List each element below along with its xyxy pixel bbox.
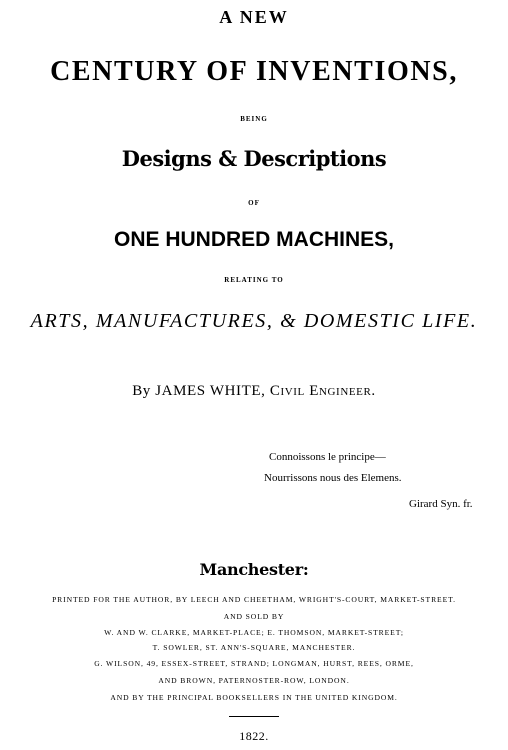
imprint-line: W. AND W. CLARKE, MARKET-PLACE; E. THOMSON, MARKET-STREET; xyxy=(104,628,404,637)
epigraph-line-1: Connoissons le principe— xyxy=(269,451,386,463)
imprint-place: Manchester: xyxy=(199,560,309,579)
subtitle-being: BEING xyxy=(240,115,268,123)
title-main: CENTURY OF INVENTIONS, xyxy=(50,56,458,87)
epigraph-attribution: Girard Syn. fr. xyxy=(409,498,473,510)
divider-rule xyxy=(229,716,279,717)
imprint-line: AND SOLD BY xyxy=(223,612,285,621)
author-role: Civil Engineer. xyxy=(269,383,376,399)
subtitle-of: OF xyxy=(248,199,260,207)
imprint-line: PRINTED FOR THE AUTHOR, BY LEECH AND CHEETHAM, WRIGHT'S-COURT, MARKET-STREET. xyxy=(52,595,456,604)
author-name: By JAMES WHITE, xyxy=(132,383,266,399)
imprint-line: T. SOWLER, ST. ANN'S-SQUARE, MANCHESTER. xyxy=(152,643,356,652)
imprint-line: AND BY THE PRINCIPAL BOOKSELLERS IN THE UNITED KINGDOM. xyxy=(110,693,398,702)
subtitle-relating: RELATING TO xyxy=(224,276,284,284)
publication-year: 1822. xyxy=(239,729,269,743)
imprint-line: G. WILSON, 49, ESSEX-STREET, STRAND; LONGMAN, HURST, REES, ORME, xyxy=(94,659,414,668)
author-line xyxy=(0,383,508,400)
subtitle-machines: ONE HUNDRED MACHINES, xyxy=(113,228,394,251)
imprint-line: AND BROWN, PATERNOSTER-ROW, LONDON. xyxy=(158,676,350,685)
subtitle-arts: ARTS, MANUFACTURES, & DOMESTIC LIFE. xyxy=(30,310,478,332)
title-a-new: A NEW xyxy=(219,7,289,27)
epigraph-line-2: Nourrissons nous des Elemens. xyxy=(264,472,402,484)
subtitle-designs: Designs & Descriptions xyxy=(121,146,387,171)
